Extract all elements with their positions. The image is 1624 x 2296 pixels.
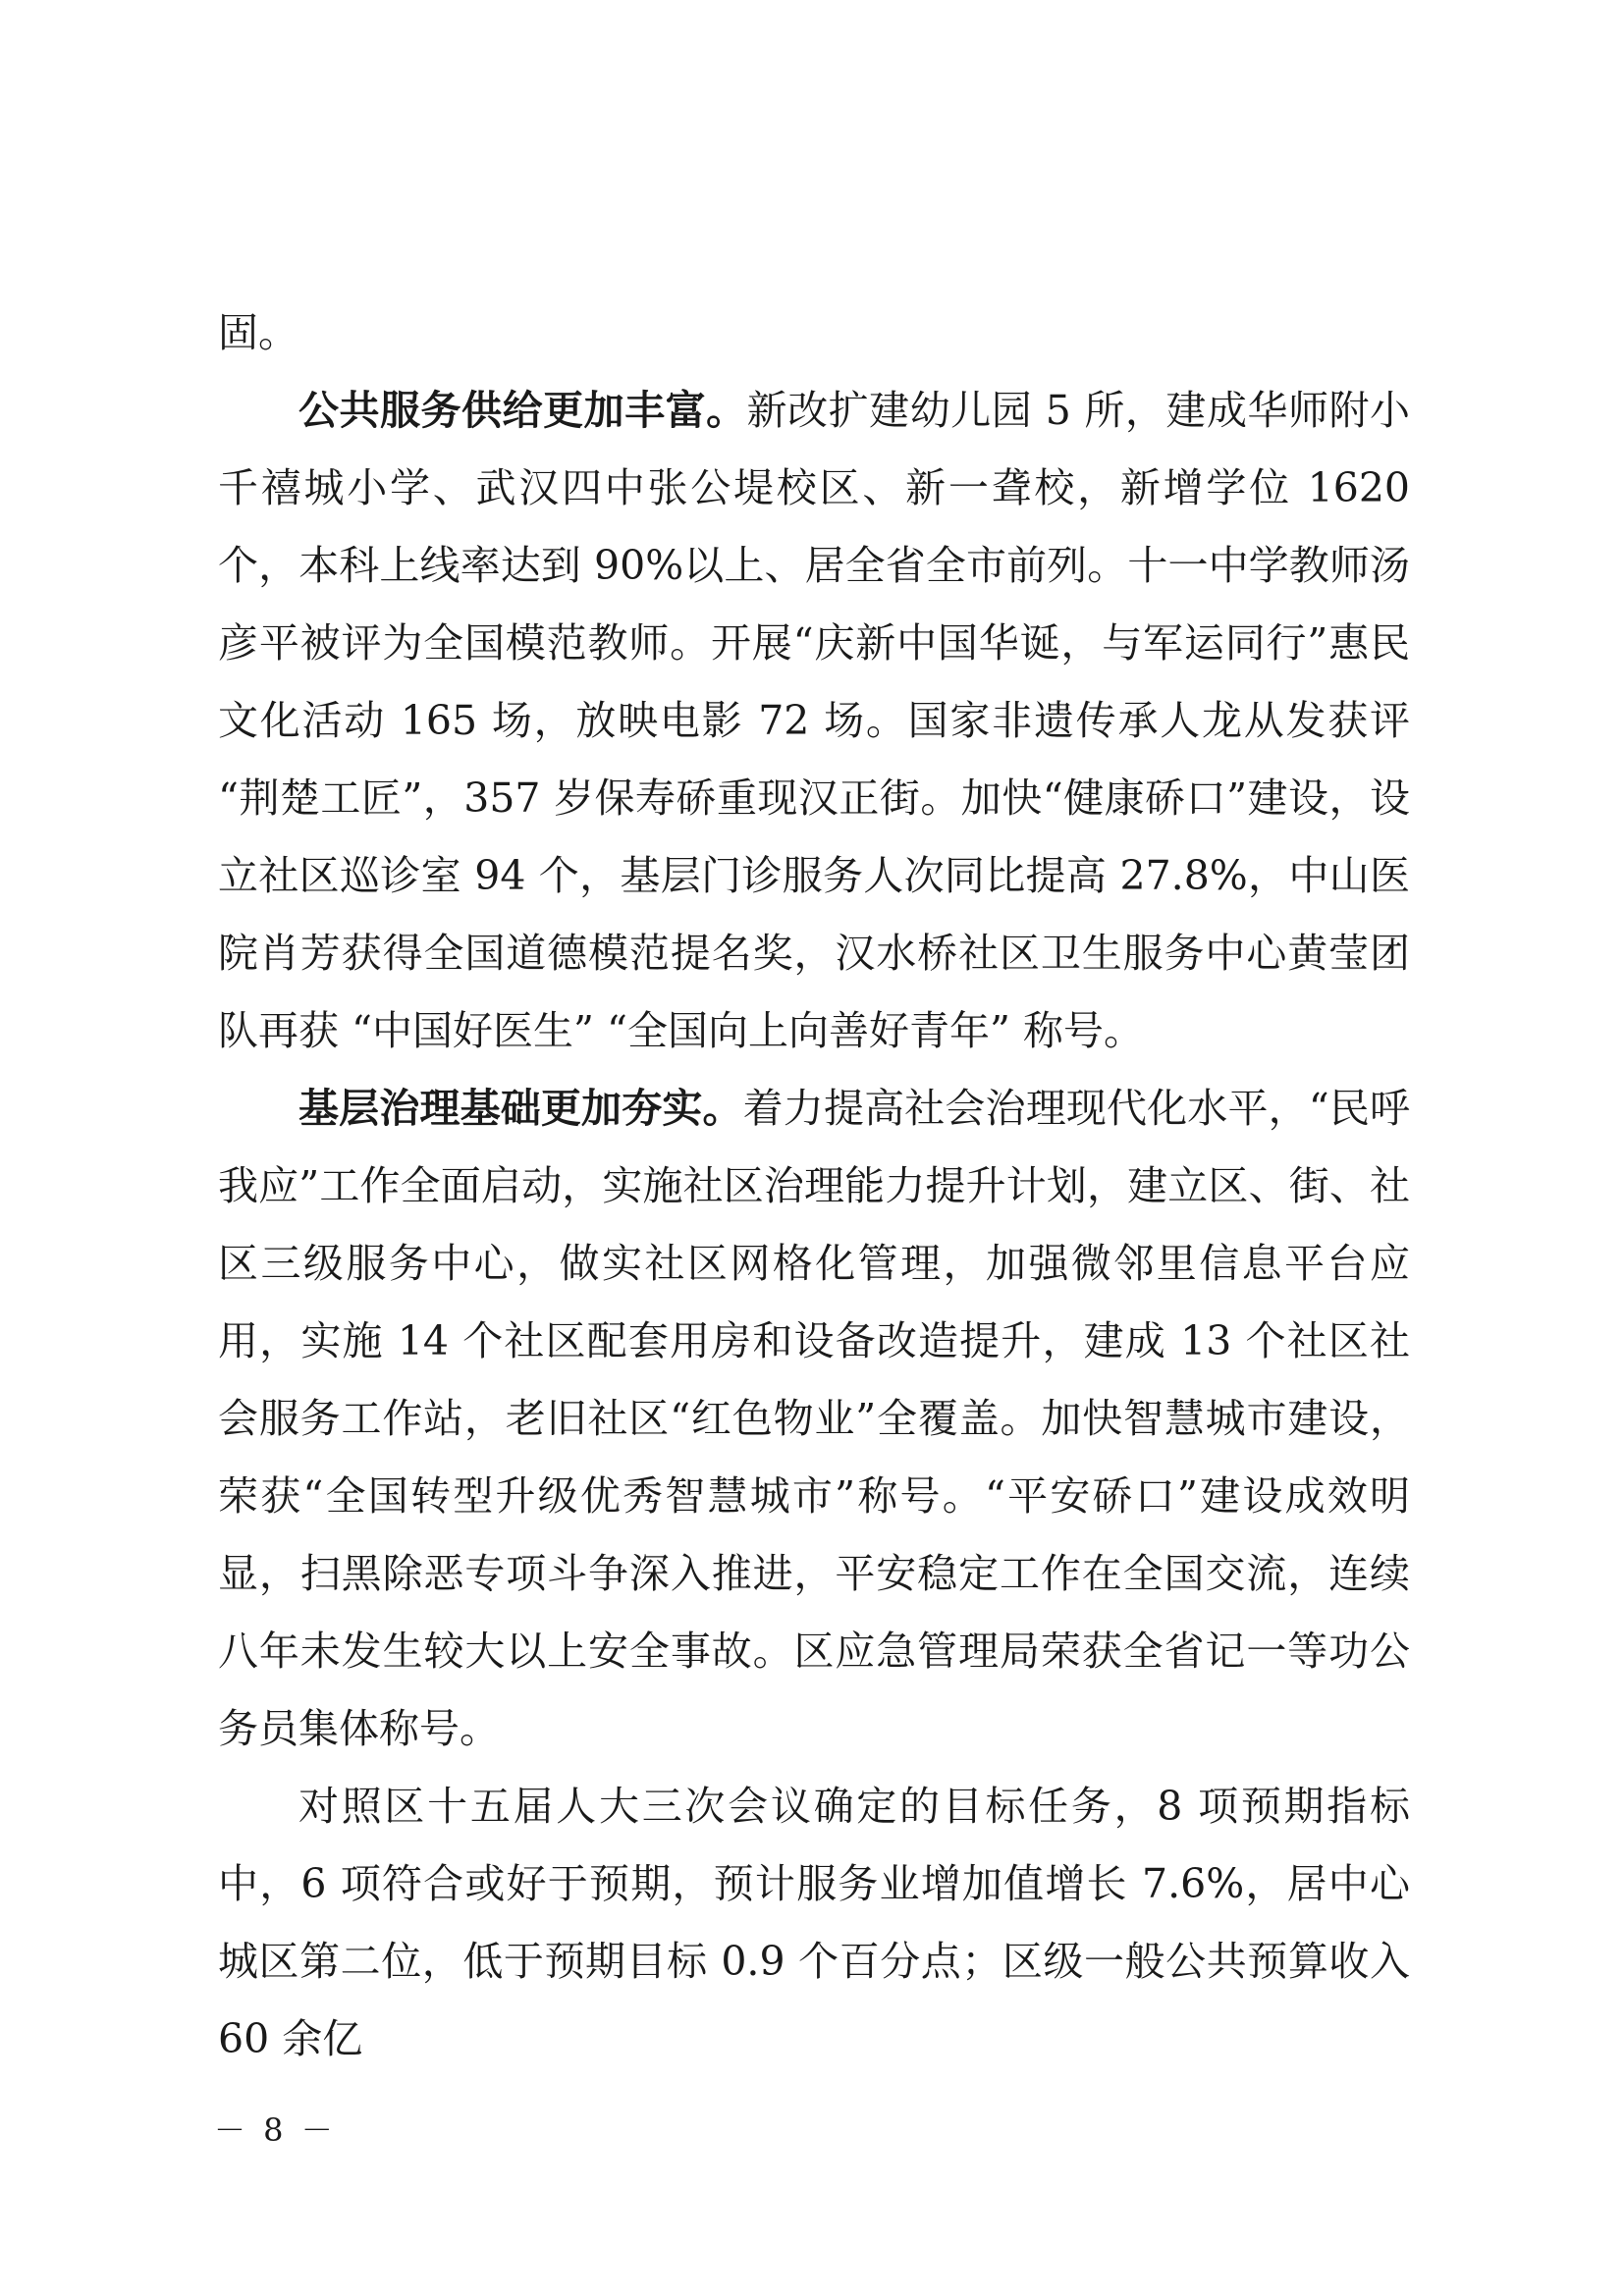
document-body — [218, 294, 1410, 2078]
paragraph-grassroots-governance — [218, 1070, 1410, 1768]
paragraph-target-comparison — [218, 1768, 1410, 2078]
paragraph-public-services — [218, 372, 1410, 1070]
paragraph-text: 着力提高社会治理现代化水平，“民呼我应”工作全面启动，实施社区治理能力提升计划，建立区、街、社区三级服务中心，做实社区网格化管理，加强微邻里信息平台应用，实施 14 个社区配套用房和设备改造提升，建成 13 个社区社会服务工作站，老旧社区“红色物业”全覆盖。加快智慧城市建设，荣获“全国转型升级优秀智慧城市”称号。“平安硚口”建设成效明显，扫黑除恶专项斗争深入推进，平安稳定工作在全国交流，连续八年未发生较大以上安全事故。区应急管理局荣获全省记一等功公务员集体称号。 — [218, 1085, 1411, 1752]
page-number: － 8 － — [214, 2111, 337, 2149]
paragraph-text: 新改扩建幼儿园 5 所，建成华师附小千禧城小学、武汉四中张公堤校区、新一聋校，新增学位 1620 个，本科上线率达到 90%以上、居全省全市前列。十一中学教师汤彦平被评为全国模范教师。开展“庆新中国华诞，与军运同行”惠民文化活动 165 场，放映电影 72 场。国家非遗传承人龙从发获评 “荆楚工匠”，357 岁保寿硚重现汉正街。加快“健康硚口”建设，设立社区巡诊室 94 个，基层门诊服务人次同比提高 27.8%，中山医院肖芳获得全国道德模范提名奖，汉水桥社区卫生服务中心黄莹团队再获 “中国好医生” “全国向上向善好青年” 称号。 — [218, 387, 1410, 1054]
paragraph-lead-heading: 公共服务供给更加丰富。 — [298, 387, 747, 434]
paragraph-lead-heading: 基层治理基础更加夯实。 — [298, 1085, 743, 1132]
paragraph-text: 固。 — [218, 309, 298, 356]
paragraph-continuation — [218, 294, 1410, 372]
paragraph-text: 对照区十五届人大三次会议确定的目标任务，8 项预期指标中，6 项符合或好于预期，预计服务业增加值增长 7.6%，居中心城区第二位，低于预期目标 0.9 个百分点；区级一般公共预算收入 60 余亿 — [218, 1783, 1410, 2062]
